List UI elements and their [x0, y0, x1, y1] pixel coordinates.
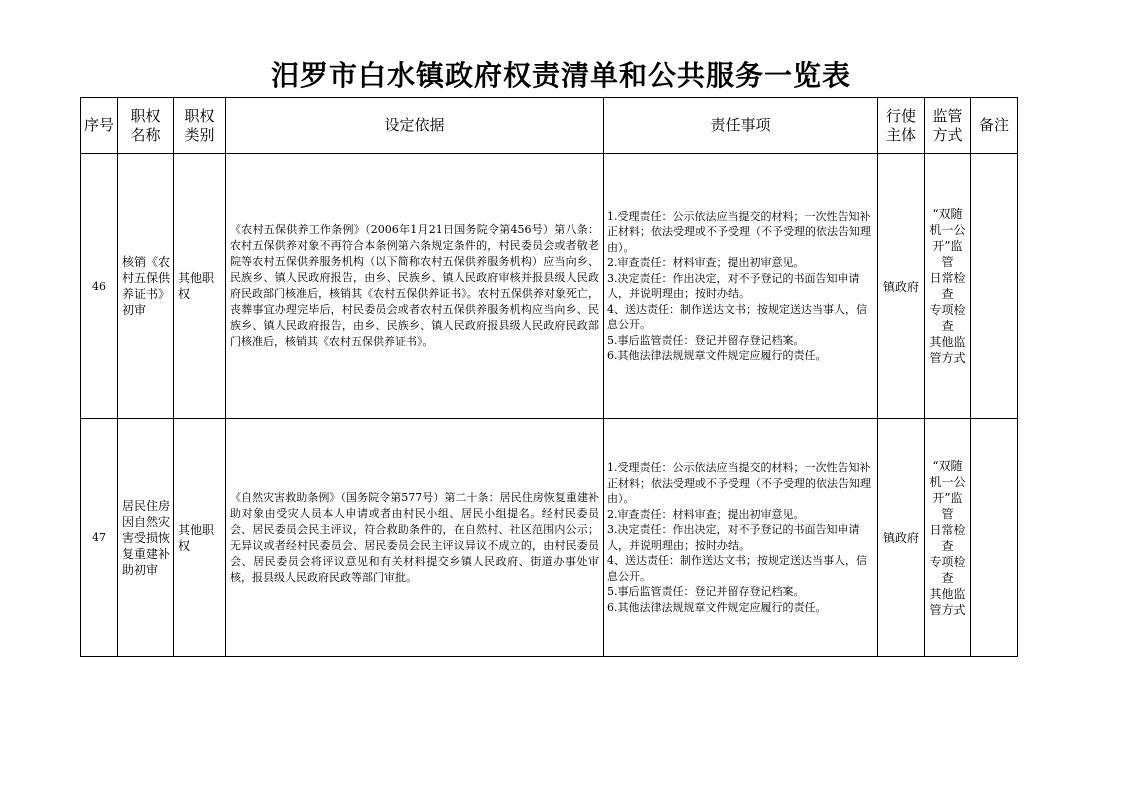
row-seq: 47 [81, 419, 118, 657]
header-subject [878, 98, 925, 154]
responsibility-item: 5.事后监管责任：登记并留存登记档案。 [607, 333, 805, 347]
responsibility-item: 4、送达责任：制作送达文书；按规定送达当事人，信息公开。 [607, 302, 867, 331]
header-supervision-text: 监管方式 [932, 106, 963, 144]
header-power-type [174, 98, 226, 154]
responsibility-item: 3.决定责任：作出决定，对不予登记的书面告知申请人，并说明理由；按时办结。 [607, 523, 860, 552]
row-basis: 《农村五保供养工作条例》（2006年1月21日国务院令第456号）第八条：农村五保供养对象不再符合本条例第六条规定条件的，村民委员会或者敬老院等农村五保供养服务机构（以下简称农村五保供养服务机构）应当向乡、民族乡、镇人民政府报告，由乡、民族乡、镇人民政府审核并报县级人民政府民政部门核准后，核销其《农村五保供养证书》。农村五保供养对象死亡，丧葬事宜办理完毕后，村民委员会或者农村五保供养服务机构应当向乡、民族乡、镇人民政府报告，由乡、民族乡、镇人民政府报县级人民政府民政部门核准后，核销其《农村五保供养证书》。 [226, 154, 604, 419]
responsibility-item: 1.受理责任：公示依法应当提交的材料；一次性告知补正材料；依法受理或不予受理（不予受理的依法告知理由）。 [607, 209, 871, 254]
supervision-item: “双随机一公开”监管 [929, 458, 966, 521]
row-power-name: 居民住房因自然灾害受损恢复重建补助初审 [118, 419, 174, 657]
supervision-item: 专项检查 [929, 303, 966, 333]
header-basis: 设定依据 [226, 98, 604, 154]
responsibility-item: 2.审查责任：材料审查；提出初审意见。 [607, 256, 805, 269]
row-seq: 46 [81, 154, 118, 419]
power-list-table [80, 97, 1018, 657]
row-basis: 《自然灾害救助条例》（国务院令第577号）第二十条：居民住房恢复重建补助对象由受灾人员本人申请或者由村民小组、居民小组提名。经村民委员会、居民委员会民主评议，符合救助条件的，在自然村、社区范围内公示；无异议或者经村民委员会、居民委员会民主评议异议不成立的，由村民委员会、居民委员会将评议意见和有关材料提交乡镇人民政府、街道办事处审核，报县级人民政府民政等部门审批。 [226, 419, 604, 657]
page-title: 汨罗市白水镇政府权责清单和公共服务一览表 [270, 59, 851, 92]
responsibility-item: 2.审查责任：材料审查；提出初审意见。 [607, 507, 805, 521]
header-remark: 备注 [971, 98, 1018, 154]
header-responsibility: 责任事项 [604, 98, 878, 154]
row-remark [971, 419, 1018, 657]
row-remark [971, 154, 1018, 419]
header-subject-text: 行使主体 [885, 106, 916, 144]
supervision-item: 专项检查 [929, 554, 966, 585]
row-supervision [925, 154, 971, 419]
row-supervision [925, 419, 971, 657]
header-supervision [925, 98, 971, 154]
table-header-row [81, 98, 1018, 154]
responsibility-item: 4、送达责任：制作送达文书；按规定送达当事人，信息公开。 [607, 554, 867, 583]
row-power-type: 其他职权 [174, 154, 226, 419]
row-power-type: 其他职权 [174, 419, 226, 657]
table-row [81, 419, 1018, 657]
responsibility-item: 1.受理责任：公示依法应当提交的材料；一次性告知补正材料；依法受理或不予受理（不予受理的依法告知理由）。 [607, 461, 871, 505]
supervision-item: 日常检查 [929, 522, 966, 553]
supervision-item: “双随机一公开”监管 [929, 207, 966, 269]
header-power-type-text: 职权类别 [184, 106, 215, 144]
row-responsibility [604, 154, 878, 419]
supervision-item: 其他监管方式 [929, 335, 966, 365]
header-power-name-text: 职权名称 [130, 106, 161, 144]
table-row [81, 154, 1018, 419]
row-subject: 镇政府 [878, 154, 925, 419]
responsibility-item: 5.事后监管责任：登记并留存登记档案。 [607, 585, 805, 598]
responsibility-item: 3.决定责任：作出决定，对不予登记的书面告知申请人，并说明理由；按时办结。 [607, 271, 860, 300]
supervision-item: 日常检查 [929, 271, 966, 301]
header-seq: 序号 [81, 98, 118, 154]
responsibility-item: 6.其他法律法规规章文件规定应履行的责任。 [607, 349, 827, 362]
header-power-name [118, 98, 174, 154]
row-responsibility [604, 419, 878, 657]
responsibility-item: 6.其他法律法规规章文件规定应履行的责任。 [607, 600, 827, 614]
supervision-item: 其他监管方式 [929, 586, 966, 617]
row-subject: 镇政府 [878, 419, 925, 657]
row-power-name: 核销《农村五保供养证书》初审 [118, 154, 174, 419]
